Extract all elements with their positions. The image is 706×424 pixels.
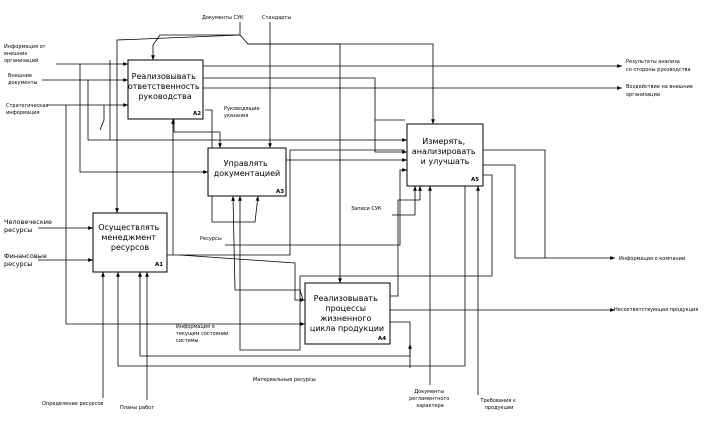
box-a5-title: Измерять, анализировать и улучшать (411, 137, 476, 166)
label-company-info: Информация о компании (619, 256, 686, 262)
label-info-external: Информация от внешних организаций (4, 44, 46, 64)
box-a3-title: Управлять документацией (213, 159, 281, 178)
label-resources: Ресурсы (200, 236, 222, 242)
label-standards: Стандарты (262, 15, 292, 21)
label-strategic-info: Стратегическая информация (6, 103, 49, 116)
box-a5-number: A5 (471, 177, 480, 183)
arrow-qms-records-a3 (233, 196, 303, 300)
label-material-resources: Материальные ресурсы (253, 377, 316, 383)
box-a1-title: Осуществлять менеджмент ресурсов (98, 223, 160, 252)
label-qms-records: Записи СУК (351, 206, 382, 212)
box-a1 (93, 213, 167, 272)
arrow-company-info (483, 165, 615, 258)
arrow-qms-docs-a2 (153, 35, 240, 60)
arrow-qms-docs-a5 (240, 35, 433, 124)
label-qms-docs: Документы СУК (202, 15, 244, 21)
box-a3-number: A3 (276, 189, 285, 195)
box-a2-number: A2 (193, 111, 202, 117)
box-a3 (208, 148, 286, 196)
label-status-info: Информация о текущем состоянии системы (176, 324, 229, 344)
label-external-docs: Внешние документы (8, 73, 38, 86)
box-a4-number: A4 (378, 336, 387, 342)
arrow-a4-to-a5 (390, 186, 420, 296)
arrow-resources-a4 (180, 255, 305, 300)
arrow-strategic-a1 (100, 105, 104, 130)
arrow-qms-records (392, 186, 415, 215)
label-work-plans: Планы работ (120, 405, 155, 411)
label-nonconforming-product: Несоответствующая продукция (614, 307, 699, 313)
box-a4-title: Реализовывать процессы жизненного цикла продукции (309, 294, 385, 333)
label-regulatory-docs: Документы регламентного характера (409, 389, 450, 409)
arrow-material-resources (118, 178, 465, 366)
box-a4 (305, 283, 390, 344)
label-mgmt-results: Результаты анализа со стороны руководства (626, 59, 691, 73)
box-a2-title: Реализовывать ответственность руководства (127, 72, 200, 101)
box-a2 (128, 60, 203, 119)
arrow-mgmt-decisions (174, 119, 220, 148)
box-a5 (407, 124, 483, 186)
label-resource-definition: Определение ресурсов (42, 401, 104, 407)
box-a1-number: A1 (155, 262, 164, 268)
label-product-requirements: Требования к продукции (480, 398, 516, 411)
label-external-impact: Воздействие на внешние организации (626, 84, 693, 98)
label-mgmt-decisions: Руководящие указания (224, 106, 260, 119)
label-human-resources: Человеческие ресурсы (4, 218, 52, 234)
label-financial-resources: Финансовые ресурсы (4, 252, 47, 268)
